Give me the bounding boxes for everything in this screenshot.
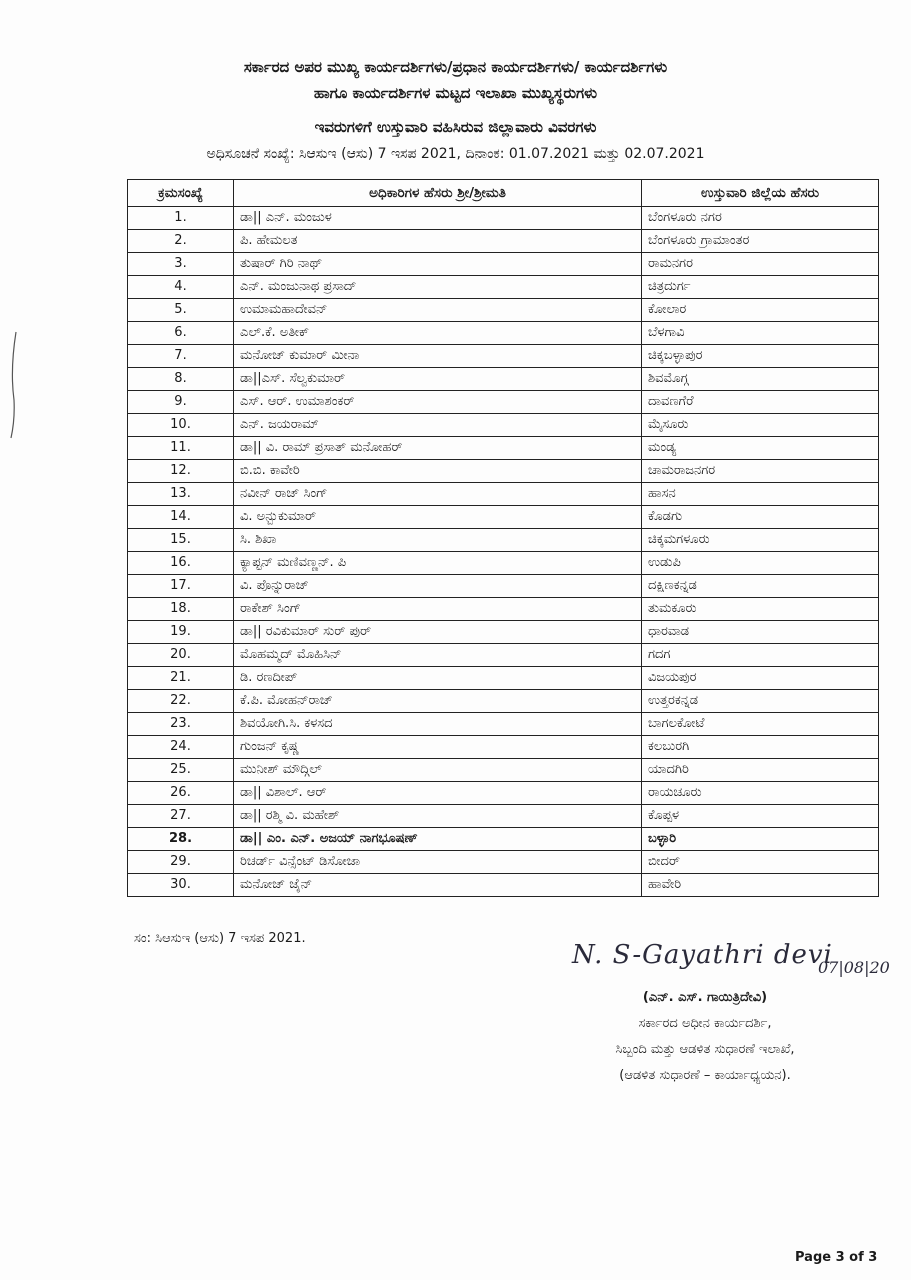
officer-name-cell: ರಾಕೇಶ್ ಸಿಂಗ್ (234, 598, 642, 621)
serial-cell: 11. (128, 437, 234, 460)
table-row (128, 851, 879, 874)
table-row (128, 253, 879, 276)
district-cell: ಬೆಳಗಾವಿ (642, 322, 879, 345)
signatory-name: (ಎನ್. ಎಸ್. ಗಾಯಿತ್ರಿದೇವಿ) (642, 990, 768, 1005)
table-row (128, 506, 879, 529)
district-cell: ವಿಜಯಪುರ (642, 667, 879, 690)
district-cell: ಬೆಂಗಳೂರು ನಗರ (642, 207, 879, 230)
district-cell: ರಾಮನಗರ (642, 253, 879, 276)
officer-name-cell: ಪಿ. ಹೇಮಲತ (234, 230, 642, 253)
officer-name-cell: ವಿ. ಪೊನ್ನುರಾಜ್ (234, 575, 642, 598)
officer-name-cell: ಎಸ್. ಆರ್. ಉಮಾಶಂಕರ್ (234, 391, 642, 414)
serial-cell: 24. (128, 736, 234, 759)
district-cell: ದಾವಣಗೆರೆ (642, 391, 879, 414)
district-cell: ಗದಗ (642, 644, 879, 667)
table-row (128, 874, 879, 897)
signatory-designation: ಸರ್ಕಾರದ ಅಧೀನ ಕಾರ್ಯದರ್ಶಿ, (638, 1016, 772, 1031)
handwritten-signature: N. S-Gayathri devi (572, 940, 833, 970)
district-cell: ಚಿತ್ರದುರ್ಗ (642, 276, 879, 299)
table-row (128, 736, 879, 759)
district-cell: ಹಾಸನ (642, 483, 879, 506)
officer-name-cell: ಗುಂಜನ್ ಕೃಷ್ಣ (234, 736, 642, 759)
district-cell: ರಾಯಚೂರು (642, 782, 879, 805)
district-incharge-table (127, 179, 879, 897)
serial-cell: 8. (128, 368, 234, 391)
district-cell: ಉಡುಪಿ (642, 552, 879, 575)
table-row (128, 690, 879, 713)
officer-name-cell: ವಿ. ಅನ್ಬುಕುಮಾರ್ (234, 506, 642, 529)
serial-cell: 2. (128, 230, 234, 253)
officer-name-cell: ಕ್ಯಾಪ್ಟನ್ ಮಣಿವಣ್ಣನ್. ಪಿ (234, 552, 642, 575)
officer-name-cell: ಸಿ. ಶಿಖಾ (234, 529, 642, 552)
serial-cell: 19. (128, 621, 234, 644)
table-row (128, 299, 879, 322)
district-cell: ಬೀದರ್ (642, 851, 879, 874)
table-row (128, 713, 879, 736)
column-header-officer-name: ಅಧಿಕಾರಿಗಳ ಹೆಸರು ಶ್ರೀ/ಶ್ರೀಮತಿ (234, 180, 642, 207)
district-cell: ಬಳ್ಳಾರಿ (642, 828, 879, 851)
serial-cell: 12. (128, 460, 234, 483)
table-row (128, 782, 879, 805)
serial-cell: 5. (128, 299, 234, 322)
district-cell: ಕಲಬುರಗಿ (642, 736, 879, 759)
district-cell: ಯಾದಗಿರಿ (642, 759, 879, 782)
table-row (128, 368, 879, 391)
table-row (128, 345, 879, 368)
officer-name-cell: ಎನ್. ಮಂಜುನಾಥ ಪ್ರಸಾದ್ (234, 276, 642, 299)
officer-name-cell: ರಿಚರ್ಡ್ ವಿನ್ಸೆಂಟ್ ಡಿಸೋಜಾ (234, 851, 642, 874)
officer-name-cell: ಮನೋಜ್ ಜೈನ್ (234, 874, 642, 897)
serial-cell: 20. (128, 644, 234, 667)
serial-cell: 23. (128, 713, 234, 736)
table-row (128, 621, 879, 644)
district-cell: ಕೊಡಗು (642, 506, 879, 529)
table-row (128, 759, 879, 782)
table-body (128, 207, 879, 897)
serial-cell: 16. (128, 552, 234, 575)
table-row (128, 483, 879, 506)
table-row (128, 805, 879, 828)
officer-name-cell: ಬಿ.ಬಿ. ಕಾವೇರಿ (234, 460, 642, 483)
table-row (128, 276, 879, 299)
officer-name-cell: ಮನೋಜ್ ಕುಮಾರ್ ಮೀನಾ (234, 345, 642, 368)
officer-name-cell: ಮುನೀಶ್ ಮೌದ್ಗಿಲ್ (234, 759, 642, 782)
serial-cell: 10. (128, 414, 234, 437)
heading-line-3: ಇವರುಗಳಿಗೆ ಉಸ್ತುವಾರಿ ವಹಿಸಿರುವ ಜಿಲ್ಲಾವಾರು ವಿವರಗಳು (314, 118, 597, 136)
table-row (128, 414, 879, 437)
table-row (128, 667, 879, 690)
table-row (128, 575, 879, 598)
serial-cell: 3. (128, 253, 234, 276)
heading-line-2: ಹಾಗೂ ಕಾರ್ಯದರ್ಶಿಗಳ ಮಟ್ಟದ ಇಲಾಖಾ ಮುಖ್ಯಸ್ಥರುಗಳು (313, 84, 598, 102)
page-number: Page 3 of 3 (795, 1250, 878, 1265)
district-cell: ಚಿಕ್ಕಮಗಳೂರು (642, 529, 879, 552)
officer-name-cell: ಡಾ|| ವಿ. ರಾಮ್ ಪ್ರಸಾತ್ ಮನೋಹರ್ (234, 437, 642, 460)
heading-line-1: ಸರ್ಕಾರದ ಅಪರ ಮುಖ್ಯ ಕಾರ್ಯದರ್ಶಿಗಳು/ಪ್ರಧಾನ ಕಾರ್ಯದರ್ಶಿಗಳು/ ಕಾರ್ಯದರ್ಶಿಗಳು (243, 58, 668, 76)
table-row (128, 828, 879, 851)
serial-cell: 25. (128, 759, 234, 782)
officer-name-cell: ಡಿ. ರಣದೀಪ್ (234, 667, 642, 690)
serial-cell: 7. (128, 345, 234, 368)
serial-cell: 18. (128, 598, 234, 621)
district-cell: ಕೋಲಾರ (642, 299, 879, 322)
officer-name-cell: ಕೆ.ಪಿ. ಮೋಹನ್‌ರಾಜ್ (234, 690, 642, 713)
officer-name-cell: ಶಿವಯೋಗಿ.ಸಿ. ಕಳಸದ (234, 713, 642, 736)
table-row (128, 391, 879, 414)
officer-name-cell: ಡಾ|| ವಿಶಾಲ್. ಆರ್ (234, 782, 642, 805)
district-cell: ಮಂಡ್ಯ (642, 437, 879, 460)
table-row (128, 322, 879, 345)
table-row (128, 598, 879, 621)
district-cell: ಚಾಮರಾಜನಗರ (642, 460, 879, 483)
officer-name-cell: ಡಾ|| ರಶ್ಮಿ ವಿ. ಮಹೇಶ್ (234, 805, 642, 828)
officer-name-cell: ಡಾ|| ಎನ್. ಮಂಜುಳ (234, 207, 642, 230)
table-row (128, 230, 879, 253)
district-cell: ಉತ್ತರಕನ್ನಡ (642, 690, 879, 713)
district-cell: ಧಾರವಾಡ (642, 621, 879, 644)
officer-name-cell: ಡಾ|| ಎಂ. ಎನ್. ಅಜಯ್ ನಾಗಭೂಷಣ್ (234, 828, 642, 851)
signatory-block (520, 985, 890, 1089)
serial-cell: 30. (128, 874, 234, 897)
table-header-row (128, 180, 879, 207)
serial-cell: 9. (128, 391, 234, 414)
serial-cell: 28. (128, 828, 234, 851)
serial-cell: 1. (128, 207, 234, 230)
officer-name-cell: ತುಷಾರ್ ಗಿರಿ ನಾಥ್ (234, 253, 642, 276)
district-cell: ಮೈಸೂರು (642, 414, 879, 437)
serial-cell: 14. (128, 506, 234, 529)
table-row (128, 460, 879, 483)
serial-cell: 6. (128, 322, 234, 345)
table-row (128, 207, 879, 230)
notification-reference: ಅಧಿಸೂಚನೆ ಸಂಖ್ಯೆ: ಸಿಆಸುಇ (ಆಸು) 7 ಇಸಪ 2021, ದಿನಾಂಕ: 01.07.2021 ಮತ್ತು 02.07.2021 (206, 146, 705, 162)
handwritten-signature-date: 07|08|20 (818, 958, 890, 977)
officer-name-cell: ಉಮಾಮಹಾದೇವನ್ (234, 299, 642, 322)
serial-cell: 15. (128, 529, 234, 552)
column-header-district: ಉಸ್ತುವಾರಿ ಜಿಲ್ಲೆಯ ಹೆಸರು (642, 180, 879, 207)
serial-cell: 13. (128, 483, 234, 506)
table-row (128, 529, 879, 552)
serial-cell: 4. (128, 276, 234, 299)
footer-reference: ಸಂ: ಸಿಆಸುಇ (ಆಸು) 7 ಇಸಪ 2021. (134, 931, 306, 946)
district-cell: ಹಾವೇರಿ (642, 874, 879, 897)
serial-cell: 22. (128, 690, 234, 713)
serial-cell: 26. (128, 782, 234, 805)
officer-name-cell: ಎಲ್.ಕೆ. ಅತೀಕ್ (234, 322, 642, 345)
district-cell: ಕೊಪ್ಪಳ (642, 805, 879, 828)
officer-name-cell: ಡಾ||ಎಸ್. ಸೆಲ್ವಕುಮಾರ್ (234, 368, 642, 391)
margin-scratch-mark (6, 330, 20, 440)
serial-cell: 29. (128, 851, 234, 874)
table-row (128, 437, 879, 460)
officer-name-cell: ನವೀನ್ ರಾಜ್ ಸಿಂಗ್ (234, 483, 642, 506)
district-cell: ಶಿವಮೊಗ್ಗ (642, 368, 879, 391)
officer-name-cell: ಡಾ|| ರವಿಕುಮಾರ್ ಸುರ್ ಪುರ್ (234, 621, 642, 644)
officer-name-cell: ಎನ್. ಜಯರಾಮ್ (234, 414, 642, 437)
serial-cell: 17. (128, 575, 234, 598)
signatory-division: (ಆಡಳಿತ ಸುಧಾರಣೆ – ಕಾರ್ಯಾಧ್ಯಯನ). (619, 1068, 791, 1083)
district-cell: ಬಾಗಲಕೋಟೆ (642, 713, 879, 736)
district-cell: ಚಿಕ್ಕಬಳ್ಳಾಪುರ (642, 345, 879, 368)
serial-cell: 21. (128, 667, 234, 690)
signatory-department: ಸಿಬ್ಬಂದಿ ಮತ್ತು ಆಡಳಿತ ಸುಧಾರಣೆ ಇಲಾಖೆ, (615, 1042, 795, 1057)
column-header-serial: ಕ್ರಮಸಂಖ್ಯೆ (128, 180, 234, 207)
district-cell: ದಕ್ಷಿಣಕನ್ನಡ (642, 575, 879, 598)
table-row (128, 644, 879, 667)
district-cell: ಬೆಂಗಳೂರು ಗ್ರಾಮಾಂತರ (642, 230, 879, 253)
officer-name-cell: ಮೊಹಮ್ಮದ್ ಮೊಹಿಸಿನ್ (234, 644, 642, 667)
district-cell: ತುಮಕೂರು (642, 598, 879, 621)
serial-cell: 27. (128, 805, 234, 828)
table-row (128, 552, 879, 575)
